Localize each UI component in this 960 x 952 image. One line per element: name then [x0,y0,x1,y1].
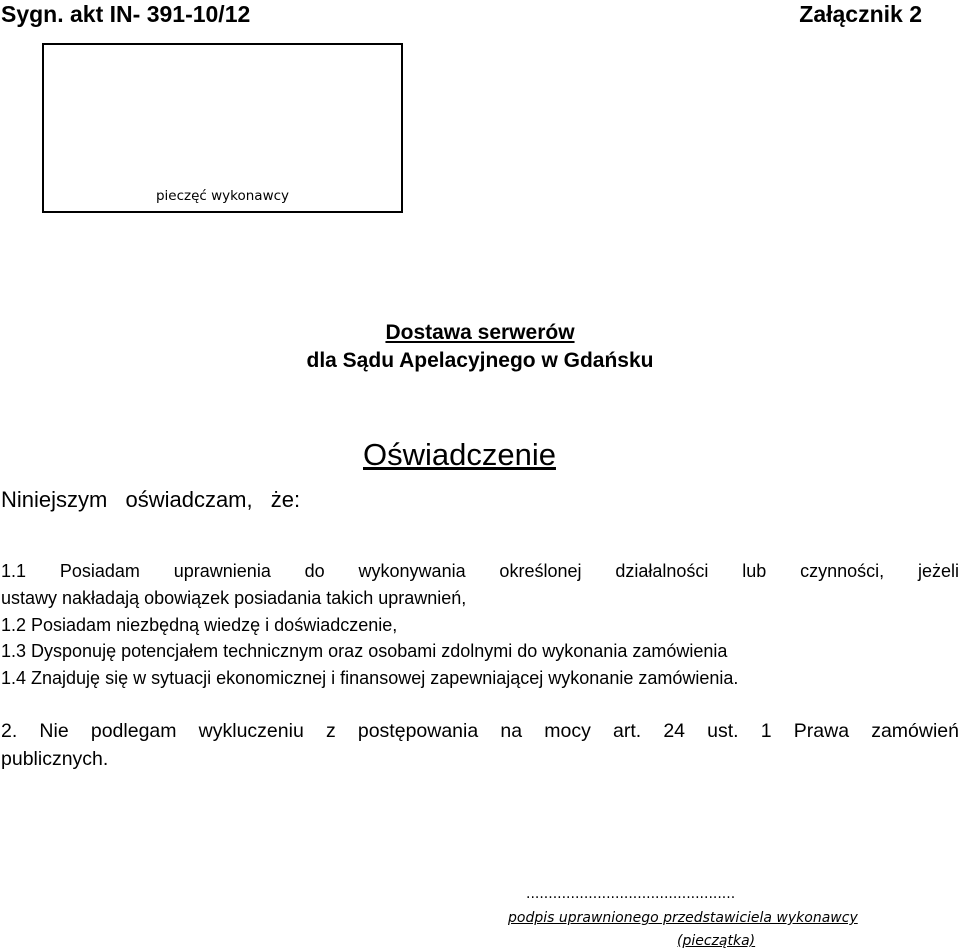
declaration-item-1-1-line-1: 1.1 Posiadam uprawnienia do wykonywania określonej działalności lub czynności, jeżeli [1,561,959,581]
case-reference: Sygn. akt IN- 391-10/12 [1,1,251,27]
stamp-box-label: pieczęć wykonawcy [155,188,290,204]
declaration-item-1-1-line-2: ustawy nakładają obowiązek posiadania takich uprawnień, [1,588,467,608]
declaration-intro: Niniejszym oświadczam, że: [1,487,301,512]
signature-line: ............................................... [526,886,736,902]
signature-label: podpis uprawnionego przedstawiciela wykonawcy [508,910,858,926]
declaration-item-1-2: 1.2 Posiadam niezbędną wiedzę i doświadczenie, [1,615,398,635]
signature-stamp-note: (pieczątka) [677,933,756,949]
declaration-heading: Oświadczenie [363,437,556,472]
declaration-item-1-4: 1.4 Znajduję się w sytuacji ekonomicznej i finansowej zapewniającej wykonanie zamówienia. [1,668,739,688]
annex-label: Załącznik 2 [799,1,922,27]
document-title: Dostawa serwerów [385,321,575,344]
document-subtitle: dla Sądu Apelacyjnego w Gdańsku [306,349,654,372]
contractor-stamp-box [42,43,403,213]
declaration-item-2-line-2: publicznych. [1,748,109,770]
declaration-item-2-line-1: 2. Nie podlegam wykluczeniu z postępowania na mocy art. 24 ust. 1 Prawa zamówień [1,720,959,742]
declaration-item-1-3: 1.3 Dysponuję potencjałem technicznym oraz osobami zdolnymi do wykonania zamówienia [1,641,728,661]
